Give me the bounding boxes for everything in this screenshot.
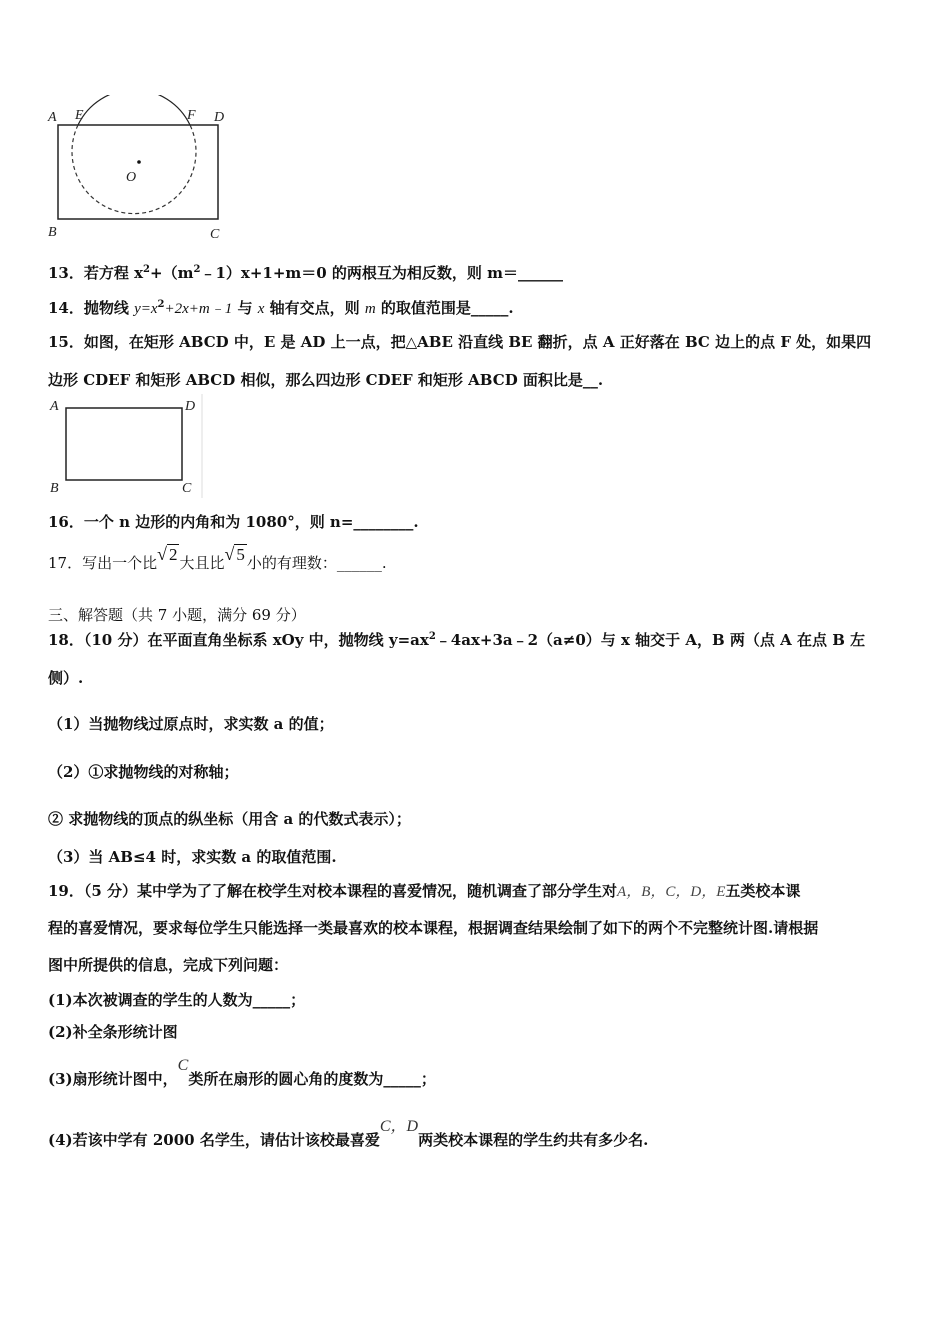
- label-O: O: [126, 170, 137, 185]
- figure-rectangle-abcd: [44, 394, 204, 498]
- label-B: B: [50, 481, 59, 496]
- sqrt-2: √ 2: [157, 544, 178, 564]
- question-18-part2b: ② 求抛物线的顶点的纵坐标（用含 a 的代数式表示）；: [48, 810, 411, 828]
- question-14: 14．抛物线 $y=x^2+2x+m﹣1$ 与 x 轴有交点，则 m 的取值范围是_____.: [48, 299, 514, 317]
- question-13: 13．若方程 $x^2+(m^2﹣1)x+1+m=0$ 的两根互为相反数，则 m＝______: [48, 264, 564, 282]
- question-19-part1: (1)本次被调查的学生的人数为_____；: [48, 991, 306, 1009]
- label-E: E: [75, 108, 84, 123]
- question-17: 17．写出一个比√ 2 大且比√ 5 小的有理数：______.: [48, 544, 387, 572]
- question-19-line3: 图中所提供的信息，完成下列问题：: [48, 956, 289, 974]
- label-D: D: [214, 110, 225, 125]
- label-C: C: [182, 481, 192, 496]
- question-19-part4: (4)若该中学有 2000 名学生，请估计该校最喜爱C，D两类校本课程的学生约共有多少名.: [48, 1118, 649, 1149]
- label-B: B: [48, 225, 57, 240]
- question-18-part2: （2）①求抛物线的对称轴；: [48, 763, 239, 781]
- question-18-part3: （3）当 AB≤4 时，求实数 a 的取值范围.: [48, 848, 337, 866]
- sqrt-5: √ 5: [224, 544, 245, 564]
- question-18-line2: 侧）.: [48, 669, 84, 687]
- label-C: C: [210, 227, 220, 242]
- question-15-line2: 边形 CDEF 和矩形 ABCD 相似，那么四边形 CDEF 和矩形 ABCD 面积比是__.: [48, 371, 604, 389]
- label-A: A: [50, 399, 59, 414]
- question-19-part2: (2)补全条形统计图: [48, 1023, 178, 1041]
- figure-rectangle-circle: [42, 95, 242, 245]
- label-A: A: [48, 110, 57, 125]
- question-15-line1: 15．如图，在矩形 ABCD 中，E 是 AD 上一点，把△ABE 沿直线 BE 翻折，点 A 正好落在 BC 边上的点 F 处，如果四: [48, 333, 872, 351]
- question-18-line1: 18．（10 分）在平面直角坐标系 xOy 中，抛物线 $y=ax^2﹣4ax+3a﹣2(a\ne 0)$与 x 轴交于 A，B 两（点 A 在点 B 左: [48, 631, 866, 649]
- label-F: F: [187, 108, 196, 123]
- question-19-part3: (3)扇形统计图中，C类所在扇形的圆心角的度数为_____；: [48, 1057, 436, 1088]
- question-19-line1: 19．（5 分）某中学为了了解在校学生对校本课程的喜爱情况，随机调查了部分学生对A，B，C，D，E五类校本课: [48, 882, 801, 900]
- question-19-line2: 程的喜爱情况，要求每位学生只能选择一类最喜欢的校本课程，根据调查结果绘制了如下的两个不完整统计图.请根据: [48, 919, 819, 937]
- label-D: D: [185, 399, 196, 414]
- section-title: 三、解答题（共 7 小题，满分 69 分）: [48, 606, 306, 624]
- question-18-part1: （1）当抛物线过原点时，求实数 a 的值；: [48, 715, 334, 733]
- question-16: 16．一个 n 边形的内角和为 1080°，则 n=________.: [48, 513, 419, 531]
